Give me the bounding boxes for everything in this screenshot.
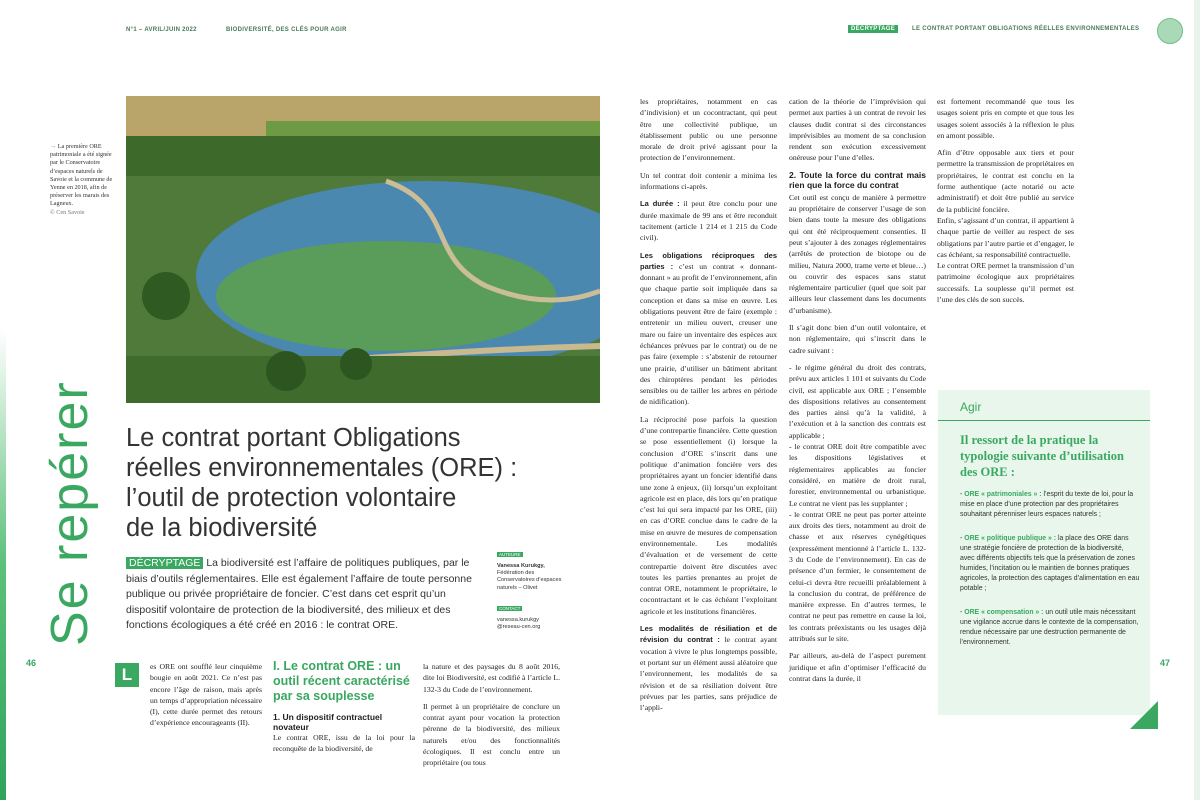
col4-p6: - le contrat ORE ne peut pas porter atteinte aux droits des tiers, notamment au droit de chasse et aux réserves cynégétiques (expressément mentionné à l’article L. 132-3 du Code de l’environnement). En cas de présence d’un fermier, le consentement de celui-ci devra être recueilli préalablement à la conclusion du contrat, de préférence de manière expresse. En d’autres termes, le contrat ne peut pas remettre en cause la loi, les contrats préexistants ou les usages déjà attribués sur le site. (789, 509, 926, 644)
agir-item-label: ORE « compensation » : (964, 609, 1044, 616)
col4-subheading: 2. Toute la force du contrat mais rien que la force du contrat (789, 169, 926, 190)
oblig-text: c’est un contrat « donnant-donnant » au profit de l’environnement, afin que chaque partie soit impliquée dans sa conception et dans sa mise en œuvre. Les obligations peuvent être de faire (exemple : entretenir un milieu ouvert, creuser une mare ou faire un inventaire des espèces aux échéances prévues par le contrat) ou de ne pas faire (exemple : s’abstenir de retourner une prairie, d’utiliser un bâtiment abritant des chiroptères pendant les périodes sensibles ou de tailler les arbres en période de nidification). (640, 261, 777, 407)
section1-p2: la nature et des paysages du 8 août 2016, dite loi Biodiversité, est codifié à l’article L. 132-3 du Code de l’environnement. (423, 662, 560, 694)
agir-item-text: l’esprit du texte de loi, pour la mise en place d’une protection par des propriétaires souhaitant pérenniser leurs espaces naturels ; (960, 491, 1134, 518)
col3-obligations (640, 250, 777, 408)
agir-item: - ORE « politique publique » : la place des ORE dans une stratégie foncière de protection de la biodiversité, avec différents objectifs tels que la préservation de zones humides, l’incitation ou le maintien de bonnes pratiques agricoles, la protection des captages d’alimentation en eau potable ; (960, 535, 1140, 592)
column-4 (789, 96, 926, 690)
dropcap: L (115, 663, 139, 687)
lead-text: La biodiversité est l’affaire de politiques publiques, par le biais d’outils réglementaires. Elle est également l’affaire de toute personne publique ou privée propriétaire de foncier. C’est dans cet esprit qu’un dispositif volontaire de protection de la biodiversité, des milieux et des fonctions écologiques a été créé en 2016 : le contrat ORE. (126, 557, 472, 631)
col3-p3: La réciprocité pose parfois la question d’une contrepartie financière. Cette question se pose essentiellement (i) lorsque la conclusion d’ORE s’inscrit dans une politique d’animation foncière vers des propriétaires ayant un foncier identifié dans une zone à enjeux, (ii) lorsqu’un exploitant agricole est en place, dès lors qu’en pratique c’est lui qui sera impacté par les ORE, (iii) en cas d’ORE conclue dans le cadre de la mise en œuvre de mesures de compensation environnementale. Les modalités d’évaluation et de versement de cette contrepartie doivent être discutées avec toutes les parties prenantes au projet de contrat ORE, notamment le propriétaire, le cocontractant et le cas échéant l’exploitant agricole et les institutions financières. (640, 414, 777, 616)
agir-box (938, 390, 1150, 715)
section1-heading: I. Le contrat ORE : un outil récent caractérisé par sa souplesse (273, 659, 410, 703)
column-5 (937, 96, 1074, 311)
page-curl-icon (1130, 701, 1158, 729)
title-line-3: l’outil de protection volontaire (126, 484, 457, 512)
section-label: Se repérer (41, 380, 99, 646)
caption-text: La première ORE patrimoniale a été signée par le Conservatoire d’espaces naturels de Savoie et la commune de Yenne en 2018, afin de préserver les marais des Lagneux. (50, 143, 113, 208)
title-line-1: Le contrat portant Obligations (126, 424, 461, 452)
article-title (126, 423, 596, 543)
photo-caption: → La première ORE patrimoniale a été signée par le Conservatoire d’espaces naturels de Savoie et la commune de Yenne en 2018, afin de préserver les marais des Lagneux. © Cen Savoie (50, 143, 113, 216)
col3-p2: Un tel contrat doit contenir a minima les informations ci-après. (640, 170, 777, 192)
section1-subheading: 1. Un dispositif contractuel novateur (273, 712, 383, 732)
lead-paragraph (126, 556, 486, 634)
agir-item-text: la place des ORE dans une stratégie foncière de protection de la biodiversité, avec différents objectifs tels que la préservation de zones humides, l’incitation ou le maintien de bonnes pratiques agricoles, la protection des captages d’alimentation en eau potable ; (960, 535, 1140, 592)
title-line-2: réelles environnementales (ORE) : (126, 454, 518, 482)
caption-credit: © Cen Savoie (50, 208, 85, 216)
col4-p3: Il s’agit donc bien d’un outil volontaire, et non réglementaire, qui s’inscrit dans le cadre suivant : (789, 323, 926, 355)
modal-label: Les modalités de résiliation et de révision du contrat : (640, 624, 777, 645)
col3-modalites (640, 623, 777, 713)
author-name: Vanessa Kurukgy, (497, 563, 545, 569)
col4-p2: Cet outil est conçu de manière à permettre au propriétaire de conserver l’usage de son bien dans toute la mesure des obligations qui ont été réciproquement consenties. Il peut s’ajouter à des zonages réglementaires (arrêtés de protection de biotope ou de milieu, Natura 2000, trame verte et bleue…) ou couvrir des espaces sans statut réglementaire particulier (quel que soit par ailleurs leur classement dans les documents d’urbanisme). (789, 192, 926, 315)
oblig-label: Les obligations réciproques des parties : (640, 250, 777, 271)
col4-p7: Par ailleurs, au-delà de l’aspect purement juridique et afin d’optimiser l’efficacité du contrat dans la durée, il (789, 651, 926, 683)
agir-item: - ORE « compensation » : un outil utile mais nécessitant une vigilance accrue dans le contexte de la compensation, rendue nécessaire par une destruction permanente de l’environnement. (960, 609, 1139, 646)
intro-paragraph: es ORE ont soufflé leur cinquième bougie en août 2021. Ce n’est pas encore l’âge de raison, mais après un temps d’appropriation nécessaire (I), cette durée permet des retours d’expérience encourageants (II). (150, 662, 262, 728)
hero-photo (126, 96, 600, 403)
col4-p5: - le contrat ORE doit être compatible avec les dispositions législatives et réglementaires applicables au foncier considéré, en matière de droit rural, forestier, environnemental ou urbanistique. Le contrat ne vient pas les supplanter ; (789, 442, 926, 508)
author-label: AUTEURE (499, 552, 521, 557)
agir-list (960, 490, 1140, 662)
col4-p4: - le régime général du droit des contrats, prévu aux articles 1 101 et suivants du Code civil, est applicable aux ORE ; l’ensemble des dispositions relatives au consentement des parties ainsi qu’à la validité, à l’exécution et à la sanction des contrats est applicable ; (789, 362, 926, 440)
author-block (497, 543, 563, 631)
issue-label: N°1 – AVRIL/JUIN 2022 (126, 27, 197, 33)
agir-heading: Agir (960, 400, 982, 414)
section1-continued (423, 661, 560, 775)
section1-p3: Il permet à un propriétaire de conclure un contrat ayant pour vocation la protection pérenne de la biodiversité, des milieux naturels et/ou des fonctionnalités écologiques. Il est conclu entre un propriétaire (ou tous (423, 701, 560, 768)
duree-text: il peut être conclu pour une durée maximale de 99 ans et être reconduit tacitement (article 1 214 et 1 215 du Code civil). (640, 199, 778, 243)
contact-label: CONTACT (499, 605, 521, 611)
page-number-right: 47 (1160, 658, 1171, 668)
agir-item: - ORE « patrimoniales » : l’esprit du texte de loi, pour la mise en place d’une protection par des propriétaires souhaitant pérenniser leurs espaces naturels ; (960, 491, 1134, 518)
series-label: BIODIVERSITÉ, DES CLÉS POUR AGIR (226, 27, 347, 33)
page-number-left: 46 (26, 658, 37, 668)
column-3 (640, 96, 777, 719)
section1-column (273, 659, 415, 755)
right-edge-strip (1194, 0, 1200, 800)
col4-p1: cation de la théorie de l’imprévision qui permet aux parties à un contrat de revoir les clauses dudit contrat si des circonstances imprévisibles au moment de sa conclusion rendent son exécution excessivement onéreuse pour l’une d’elles. (789, 97, 926, 163)
col3-duree (640, 198, 777, 243)
col3-p1: les propriétaires, notamment en cas d’indivision) et un cocontractant, qui peut être une collectivité publique, un établissement public ou une personne morale de droit privé agissant pour la protection de l’environnement. (640, 97, 777, 163)
agir-item-label: ORE « patrimoniales » : (964, 491, 1042, 498)
left-gradient-strip (0, 330, 6, 800)
title-line-4: de la biodiversité (126, 514, 318, 542)
col5-p3: Enfin, s’agissant d’un contrat, il appartient à chaque partie de veiller au respect de ses obligations par l’autre partie et d’engager, le cas échéant, sa responsabilité contractuelle. (937, 215, 1074, 259)
agir-title: Il ressort de la pratique la typologie suivante d’utilisation des ORE : (960, 433, 1124, 479)
author-org: Fédération des Conservatoires d’espaces naturels – Olivet (497, 570, 562, 591)
col5-p1: est fortement recommandé que tous les usages soient pris en compte et que tous les usages soient associés à la réflexion le plus en amont possible. (937, 97, 1074, 140)
lead-tag: DÉCRYPTAGE (126, 557, 203, 569)
agir-item-text: un outil utile mais nécessitant une vigilance accrue dans le contexte de la compensation, rendue nécessaire par une destruction permanente de l’environnement. (960, 609, 1139, 646)
header-right-title: LE CONTRAT PORTANT OBLIGATIONS RÉELLES ENVIRONNEMENTALES (912, 26, 1140, 32)
agir-divider (938, 420, 1150, 421)
author-email[interactable]: vanessa.kurukgy @reseau-cen.org (497, 616, 541, 631)
duree-label: La durée : (640, 199, 680, 209)
globe-icon (1157, 18, 1183, 44)
col5-p4: Le contrat ORE permet la transmission d’un patrimoine écologique aux propriétaires successifs. La souplesse qu’il permet est l’une des clés de son succès. (937, 261, 1074, 305)
section1-p1: Le contrat ORE, issu de la loi pour la reconquête de la biodiversité, de (273, 733, 415, 754)
agir-item-label: ORE « politique publique » : (964, 535, 1057, 542)
header-tag: DÉCRYPTAGE (848, 25, 898, 33)
col5-p2: Afin d’être opposable aux tiers et pour permettre la transmission de propriétaires en propriétaires, le contrat est conclu en la forme authentique (acte notarié ou acte administratif) et doit être publié au service de la publicité foncière. (937, 148, 1074, 214)
modal-text: le contrat ayant vocation à vivre le plus longtemps possible, et portant sur un élément aussi aléatoire que l’environnement, les modalités de sa révision et de sa résiliation doivent être prévues par les parties, sans préjudice de l’appli- (640, 635, 778, 713)
